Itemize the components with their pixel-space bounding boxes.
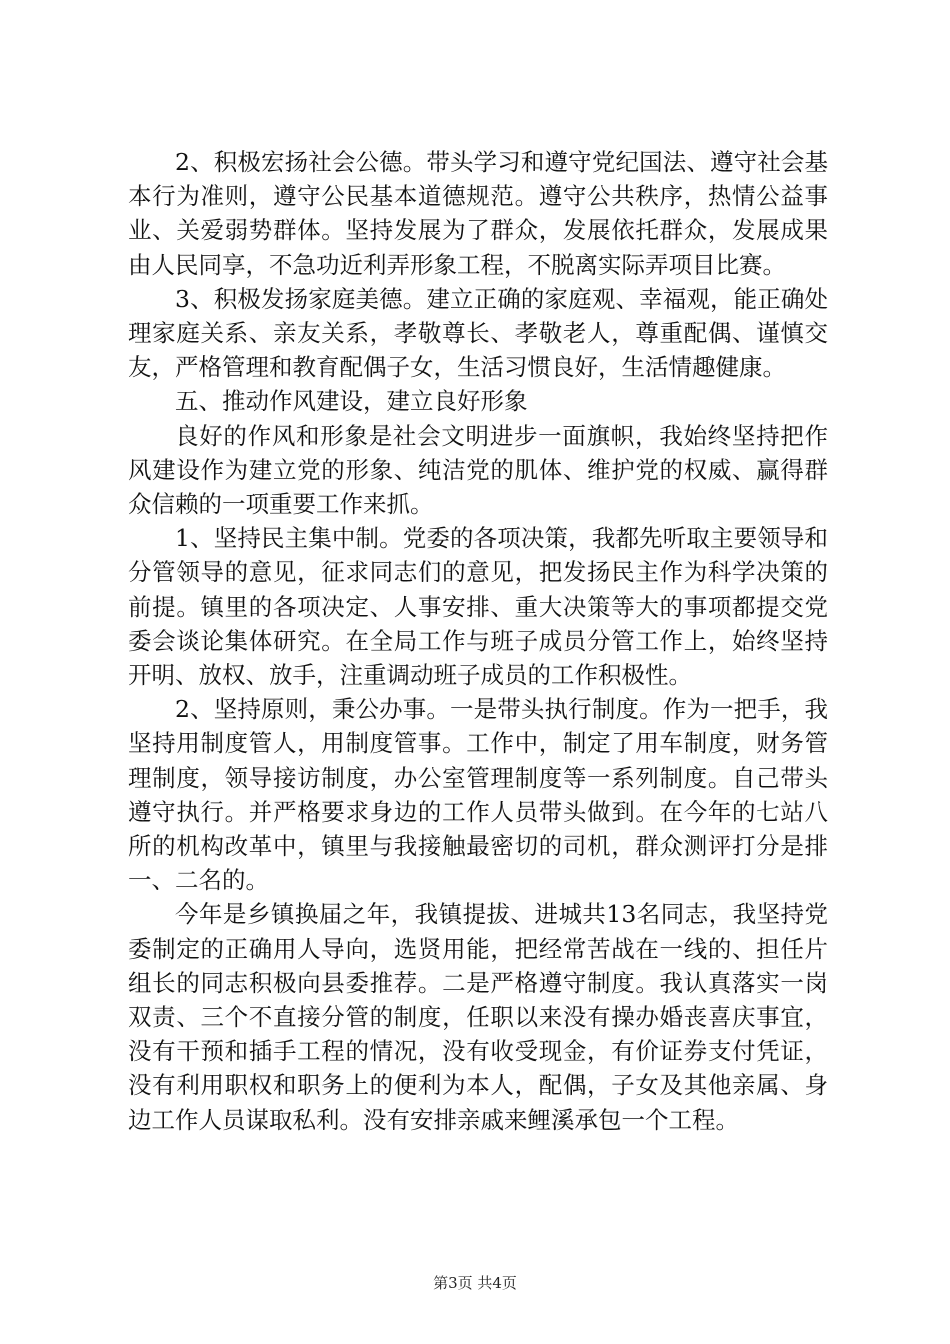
document-body: [128, 145, 828, 1137]
page-footer: 第3页 共4页: [433, 1274, 517, 1292]
section-heading-five: 五、推动作风建设，建立良好形象: [175, 387, 528, 416]
paragraph-family-virtue: 3、积极发扬家庭美德。建立正确的家庭观、幸福观，能正确处理家庭关系、亲友关系，孝敬尊长、孝敬老人，尊重配偶、谨慎交友，严格管理和教育配偶子女，生活习惯良好，生活情趣健康。: [128, 284, 828, 382]
paragraph-social-morality: 2、积极宏扬社会公德。带头学习和遵守党纪国法、遵守社会基本行为准则，遵守公民基本道德规范。遵守公共秩序，热情公益事业、关爱弱势群体。坚持发展为了群众，发展依托群众，发展成果由人民同享，不急功近利弄形象工程，不脱离实际弄项目比赛。: [128, 148, 828, 279]
paragraph-principles: 2、坚持原则，秉公办事。一是带头执行制度。作为一把手，我坚持用制度管人，用制度管事。工作中，制定了用车制度，财务管理制度，领导接访制度，办公室管理制度等一系列制度。自己带头遵守执行。并严格要求身边的工作人员带头做到。在今年的七站八所的机构改革中，镇里与我接触最密切的司机，群众测评打分是排一、二名的。: [128, 695, 828, 895]
paragraph-democratic-centralism: 1、坚持民主集中制。党委的各项决策，我都先听取主要领导和分管领导的意见，征求同志们的意见，把发扬民主作为科学决策的前提。镇里的各项决定、人事安排、重大决策等大的事项都提交党委会谈论集体研究。在全局工作与班子成员分管工作上，始终坚持开明、放权、放手，注重调动班子成员的工作积极性。: [128, 524, 828, 690]
paragraph-election-year: 今年是乡镇换届之年，我镇提拔、进城共13名同志，我坚持党委制定的正确用人导向，选贤用能，把经常苦战在一线的、担任片组长的同志积极向县委推荐。二是严格遵守制度。我认真落实一岗双责、三个不直接分管的制度，任职以来没有操办婚丧喜庆事宜，没有干预和插手工程的情况，没有收受现金，有价证券支付凭证，没有利用职权和职务上的便利为本人，配偶，子女及其他亲属、身边工作人员谋取私利。没有安排亲戚来鲤溪承包一个工程。: [128, 900, 828, 1134]
paragraph-style-intro: 良好的作风和形象是社会文明进步一面旗帜，我始终坚持把作风建设作为建立党的形象、纯洁党的肌体、维护党的权威、赢得群众信赖的一项重要工作来抓。: [128, 421, 828, 519]
